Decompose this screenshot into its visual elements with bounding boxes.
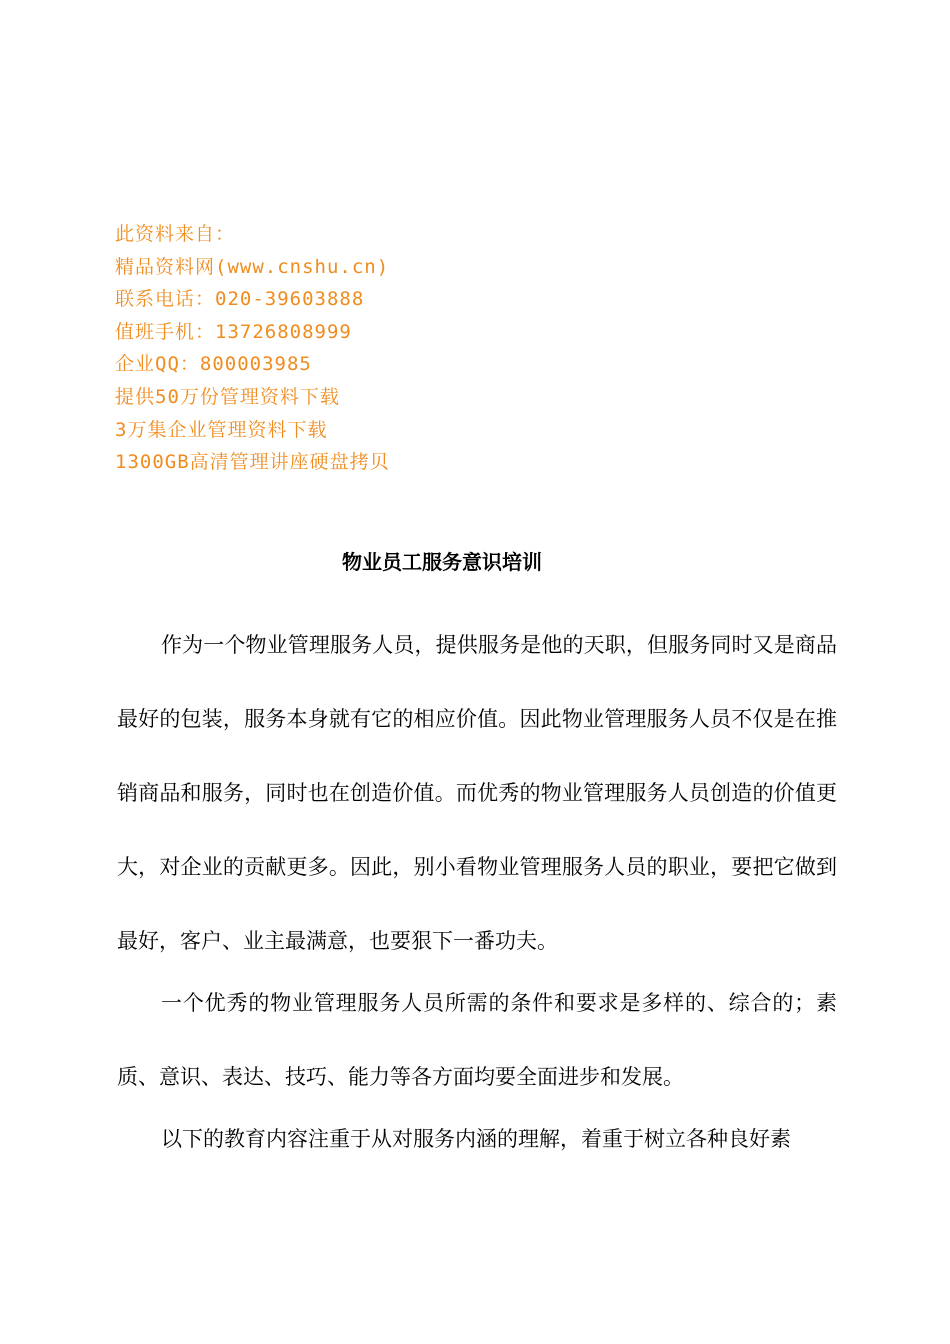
source-line-website: 精品资料网(www.cnshu.cn) xyxy=(115,255,390,278)
document-body xyxy=(117,608,837,1176)
source-line-from: 此资料来自： xyxy=(115,223,236,245)
paragraph-requirements: 一个优秀的物业管理服务人员所需的条件和要求是多样的、综合的；素质、意识、表达、技巧、能力等各方面均要全面进步和发展。 xyxy=(117,991,837,1089)
paragraph-intro: 作为一个物业管理服务人员，提供服务是他的天职，但服务同时又是商品最好的包装，服务本身就有它的相应价值。因此物业管理服务人员不仅是在推销商品和服务，同时也在创造价值。而优秀的物业管理服务人员创造的价值更大，对企业的贡献更多。因此，别小看物业管理服务人员的职业，要把它做到最好，客户、业主最满意，也要狠下一番功夫。 xyxy=(117,633,837,953)
document-title: 物业员工服务意识培训 xyxy=(342,550,542,574)
source-line-offer-3: 1300GB高清管理讲座硬盘拷贝 xyxy=(115,451,390,474)
source-line-mobile: 值班手机：13726808999 xyxy=(115,320,352,343)
paragraph-content-focus: 以下的教育内容注重于从对服务内涵的理解，着重于树立各种良好素 xyxy=(161,1127,791,1151)
source-line-offer-2: 3万集企业管理资料下载 xyxy=(115,418,328,441)
source-line-phone: 联系电话：020-39603888 xyxy=(115,288,365,311)
source-line-offer-1: 提供50万份管理资料下载 xyxy=(115,385,340,408)
source-line-qq: 企业QQ：800003985 xyxy=(115,353,312,376)
source-info-block xyxy=(115,218,815,479)
